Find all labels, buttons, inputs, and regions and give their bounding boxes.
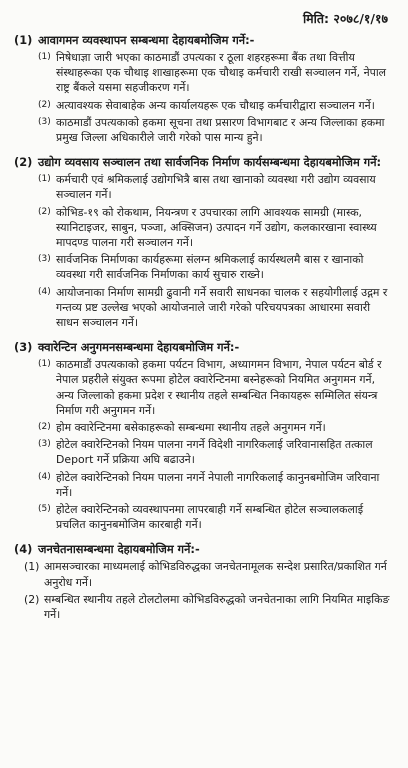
section-number: (1) — [14, 33, 33, 47]
item-number: (2) — [24, 592, 40, 606]
list-item — [38, 98, 392, 113]
item-number: (4) — [38, 471, 51, 482]
list-item — [38, 420, 392, 435]
section-title: उद्योग व्यवसाय सञ्चालन तथा सार्वजनिक निर्माण कार्यसम्बन्धमा देहायबमोजिम गर्ने: — [38, 155, 382, 170]
item-text: सार्वजनिक निर्माणका कार्यहरूमा संलग्न श्रमिकलाई कार्यस्थलमै बास र खानाको व्यवस्था गरी सार्वजनिक निर्माणका कार्य सुचारु राख्ने। — [56, 253, 364, 282]
section-heading — [14, 32, 392, 48]
section-quarantine-monitoring — [0, 339, 408, 532]
item-text: आयोजनाका निर्माण सामग्री ढुवानी गर्ने सवारी साधनका चालक र सहयोगीलाई उद्गम र गन्तव्य प्रष्ट उल्लेख भएको आयोजनाले जारी गरेको परिचयपत्रका आधारमा सवारी साधन सञ्चालन गर्ने। — [56, 285, 388, 330]
item-number: (1) — [38, 174, 51, 185]
section-number: (4) — [14, 542, 33, 557]
decision-document — [0, 32, 408, 631]
list-item — [38, 205, 392, 251]
list-item — [38, 502, 392, 532]
item-text: होटेल क्वारेन्टिनको व्यवस्थापनमा लापरबाही गर्ने सम्बन्धित होटेल सञ्चालकलाई प्रचलित कानुनबमोजिम कारबाही गर्ने। — [56, 503, 364, 532]
item-text: होटेल क्वारेन्टिनको नियम पालना नगर्ने नेपाली नागरिकलाई कानुनबमोजिम जरिवाना गर्ने। — [56, 470, 380, 499]
item-number: (1) — [38, 52, 51, 62]
item-number: (2) — [38, 99, 51, 110]
section-title: क्वारेन्टिन अनुगमनसम्बन्धमा देहायबमोजिम गर्ने:- — [38, 340, 240, 355]
item-text: कर्मचारी एवं श्रमिकलाई उद्योगभित्रै बास तथा खानाको व्यवस्था गरी उद्योग व्यवसाय सञ्चालन गर्ने। — [56, 173, 376, 202]
item-number: (1) — [38, 359, 51, 370]
list-item — [24, 559, 392, 589]
section-travel-management — [0, 32, 408, 145]
item-number: (2) — [38, 206, 51, 217]
item-text: काठमाडौं उपत्यकाको हकमा सूचना तथा प्रसारण विभागबाट र अन्य जिल्लाका हकमा प्रमुख जिल्ला अधिकारीले जारी गरेको पास मान्य हुने। — [56, 115, 385, 145]
item-number: (3) — [38, 439, 51, 450]
item-number: (4) — [38, 286, 51, 297]
item-text: आमसञ्चारका माध्यमलाई कोभिडविरुद्धका जनचेतनामूलक सन्देश प्रसारित/प्रकाशित गर्न अनुरोध गर्ने। — [44, 560, 387, 589]
item-text: कोभिड-१९ को रोकथाम, नियन्त्रण र उपचारका लागि आवश्यक सामग्री (मास्क, स्यानिटाइजर, साबुन, पञ्जा, अक्सिजन) उत्पादन गर्ने उद्योग, कलकारखाना स्वास्थ्य मापदण्ड पालना गरी सञ्चालन गर्ने। — [56, 205, 377, 250]
item-text: होम क्वारेन्टिनमा बसेकाहरूको सम्बन्धमा स्थानीय तहले अनुगमन गर्ने। — [56, 421, 326, 435]
item-text: सम्बन्धित स्थानीय तहले टोलटोलमा कोभिडविरुद्धको जनचेतनाका लागि नियमित माइकिङ गर्ने। — [44, 592, 390, 622]
section-heading — [14, 339, 392, 355]
section-number: (2) — [14, 155, 33, 170]
section-industry-construction — [0, 154, 408, 330]
section-heading — [14, 154, 392, 170]
document-date: मिति: २०७८/१/१७ — [302, 11, 388, 26]
section-number: (3) — [14, 340, 33, 355]
list-item — [38, 437, 392, 467]
list-item — [38, 115, 392, 145]
list-item — [38, 470, 392, 500]
list-item — [38, 172, 392, 202]
list-item — [24, 592, 392, 622]
item-text: निषेधाज्ञा जारी भएका काठमाडौं उपत्यका र ठूला शहरहरूमा बैंक तथा वित्तीय संस्थाहरूका एक चौथाइ शाखाहरूमा एक चौथाइ कर्मचारी राखी सञ्चालन गर्ने, नेपाल राष्ट्र बैंकले यसमा सहजीकरण गर्ने। — [56, 51, 387, 95]
list-item — [38, 357, 392, 418]
item-number: (2) — [38, 422, 51, 433]
section-public-awareness — [0, 541, 408, 622]
item-number: (3) — [38, 254, 51, 265]
section-title: आवागमन व्यवस्थापन सम्बन्धमा देहायबमोजिम गर्ने:- — [38, 33, 255, 47]
item-text: होटेल क्वारेन्टिनको नियम पालना नगर्ने विदेशी नागरिकलाई जरिवानासहित तत्काल Deport गर्ने प्रक्रिया अघि बढाउने। — [56, 438, 373, 467]
item-text: काठमाडौं उपत्यकाको हकमा पर्यटन विभाग, अध्यागमन विभाग, नेपाल पर्यटन बोर्ड र नेपाल प्रहरीले संयुक्त रूपमा होटेल क्वारेन्टिनमा बस्नेहरूको नियमित अनुगमन गर्ने, अन्य जिल्लाको हकमा प्रदेश र स्थानीय तहले सम्बन्धित निकायहरू सम्मिलित संयन्त्र निर्माण गरी अनुगमन गर्ने। — [56, 358, 382, 417]
item-text: अत्यावश्यक सेवाबाहेक अन्य कार्यालयहरू एक चौथाइ कर्मचारीद्वारा सञ्चालन गर्ने। — [56, 98, 375, 112]
section-heading — [14, 541, 392, 557]
list-item — [38, 50, 392, 96]
section-title: जनचेतनासम्बन्धमा देहायबमोजिम गर्ने:- — [38, 542, 200, 557]
item-number: (5) — [38, 504, 51, 515]
list-item — [38, 285, 392, 331]
list-item — [38, 252, 392, 282]
item-number: (1) — [24, 560, 40, 574]
item-number: (3) — [38, 116, 51, 127]
